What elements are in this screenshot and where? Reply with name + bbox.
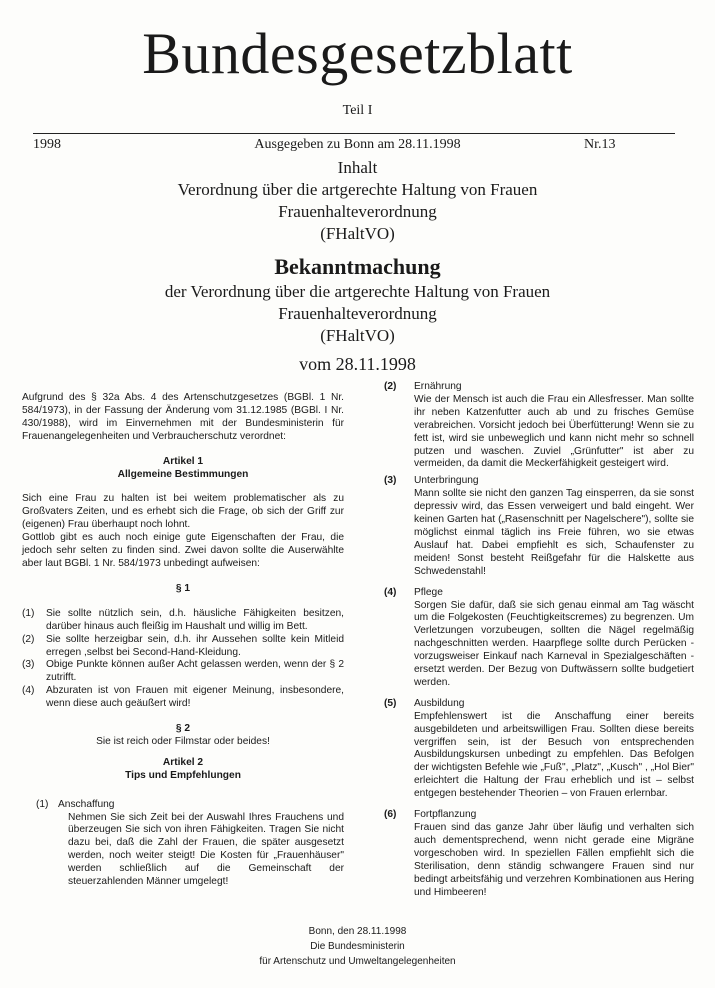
signature-ministry: für Artenschutz und Umweltangelegenheiten (259, 956, 456, 967)
item-text: Abzuraten ist von Frauen mit eigener Meinung, insbesondere, wenn diese auch geäußert wird! (46, 685, 344, 710)
section-title: Unterbringung (414, 475, 479, 487)
article-2-subtitle: Tips und Empfehlungen (125, 769, 241, 781)
notice-line: Frauenhalteverordnung (278, 304, 437, 323)
section-text: Nehmen Sie sich Zeit bei der Auswahl Ihres Frauchens und überzeugen Sie sich von ihren Fähigkeiten. Tragen Sie nicht dazu bei, daß die Zahl der Frauen, die später ausgesetzt werden, noch weiter steigt! Die Kosten für „Frauenhäuser" werden schließlich auf die Gemeinschaft der steuerzahlenden Männer umgelegt! (68, 811, 344, 888)
toc-line: (FHaltVO) (320, 224, 395, 243)
preamble: Aufgrund des § 32a Abs. 4 des Artenschutzgesetzes (BGBl. 1 Nr. 584/1973), in der Fassung der Änderung vom 31.12.1985 (BGBl. I Nr. 430/1988), wird im Einvernehmen mit der Bundesministerin für Frauenangelegenheiten und Verbraucherschutz verordnet: (22, 392, 344, 442)
item-text: Obige Punkte können außer Acht gelassen werden, wenn der § 2 zutrifft. (46, 659, 344, 684)
notice-line: der Verordnung über die artgerechte Haltung von Frauen (164, 282, 551, 301)
article-2-section (384, 475, 694, 578)
article-2-title: Artikel 2 (162, 756, 204, 768)
section-title: Ausbildung (414, 697, 465, 709)
section-number: (5) (384, 697, 397, 709)
item-number: (1) (22, 607, 35, 619)
article-2-section (384, 587, 694, 690)
issue-date: Ausgegeben zu Bonn am 28.11.1998 (254, 137, 461, 152)
article-1-paragraph: Sich eine Frau zu halten ist bei weitem problematischer als zu Großvaters Zeiten, und es erhebt sich die Frage, ob sich der Griff zur (eigenen) Frau überhaupt noch lohnt. (22, 493, 344, 531)
signature-office: Die Bundesministerin (310, 941, 405, 952)
section-title: Pflege (414, 586, 443, 598)
section-text: Sorgen Sie dafür, daß sie sich genau einmal am Tag wäscht um die Folgekosten (Feuchtigkeitscremes) zu begrenzen. Um Verletzungen vorzubeugen, sollten die Nägel regelmäßig nachgeschnitten werden. Haarpflege sollte durch Perücken - vorzugsweiser Einkauf nach Karneval in Spezialgeschäften - ersetzt werden. Der Bezug von Duftwässern sollte budgetiert werden. (414, 599, 694, 688)
section-title: Fortpflanzung (414, 809, 477, 821)
toc-line: Verordnung über die artgerechte Haltung von Frauen (177, 180, 538, 199)
section-title: Ernährung (414, 381, 462, 392)
section-2-text: Sie ist reich oder Filmstar oder beides! (96, 735, 270, 747)
notice-date: vom 28.11.1998 (299, 354, 416, 374)
list-item (22, 685, 344, 711)
item-number: (2) (22, 633, 35, 645)
article-1-paragraph: Gottlob gibt es auch noch einige gute Eigenschaften der Frau, die jedoch sehr selten zu finden sind. Zwei davon sollte die Auserwählte aber laut BGBl. 1 Nr. 584/1973 unbedingt aufweisen: (22, 532, 344, 569)
article-1-subtitle: Allgemeine Bestimmungen (117, 468, 249, 480)
section-1-title: § 1 (175, 582, 191, 594)
section-text: Mann sollte sie nicht den ganzen Tag einsperren, da sie sonst depressiv wird, das Essen verweigert und bald eingeht. Wer keinen Garten hat („Rasenschnitt per Nagelschere"), sollte sie möglichst einmal täglich ins Freie führen, wo sie etwas Auslauf hat. Dabei empfiehlt es sich, Schaufenster zu meiden! Sonst besteht Reißgefahr für die Halskette aus Schwedenstahl! (414, 488, 694, 577)
notice-line: (FHaltVO) (320, 326, 395, 345)
list-item (22, 659, 344, 685)
list-item (22, 634, 344, 660)
left-column (22, 392, 344, 889)
section-number: (1) (36, 798, 49, 810)
section-title: Anschaffung (58, 798, 115, 810)
item-number: (4) (22, 685, 35, 697)
article-2-section (384, 381, 694, 471)
right-column (384, 381, 694, 899)
item-text: Sie sollte herzeigbar sein, d.h. ihr Aussehen sollte kein Mitleid erregen ,selbst bei Second-Hand-Kleidung. (46, 633, 344, 658)
section-text: Frauen sind das ganze Jahr über läufig und verhalten sich auch dementsprechend, wenn nicht gerade eine Migräne vorgeschoben wird. In speziellen Fällen empfiehlt sich die Sterilisation, denn ständig schwangere Frauen sind nur bedingt arbeitsfähig und verzehren Kombinationen aus Hering und Himbeeren! (414, 822, 694, 898)
notice-title: Bekanntmachung (274, 254, 441, 279)
signature-place-date: Bonn, den 28.11.1998 (308, 926, 407, 937)
article-1-title: Artikel 1 (162, 455, 204, 467)
item-text: Sie sollte nützlich sein, d.h. häusliche Fähigkeiten besitzen, darüber hinaus auch fleißig im Haushalt und willig im Bett. (46, 607, 344, 632)
masthead-title: Bundesgesetzblatt (142, 21, 573, 86)
section-text: Wie der Mensch ist auch die Frau ein Allesfresser. Man sollte ihr neben Katzenfutter auch ab und zu frisches Gemüse verabreichen. Vorsicht jedoch bei Überfütterung! Wenn sie zu fett ist, wird sie unbeweglich und kann nicht mehr so schnell putzen und waschen. Zuviel „Grünfutter" ist aber zu vermeiden, da damit die Meckerfähigkeit gesteigert wird. (414, 393, 694, 470)
list-item (22, 608, 344, 634)
section-number: (6) (384, 809, 397, 821)
section-text: Empfehlenswert ist die Anschaffung einer bereits ausgebildeten und arbeitswilligen Frau. Sollten diese bereits vergriffen sein, ist der Besuch von entsprechenden Ausbildungskursen unbedingt zu empfehlen. Das Befolgen der wichtigsten Befehle wie „Fuß", „Platz", „Kusch" , „Hol Bier" erleichtert die Haltung der Frau erheblich und ist – selbst entgegen bestehender Theorien – von Frauen erlernbar. (414, 710, 694, 800)
item-number: (3) (22, 659, 35, 671)
article-2-section (384, 809, 694, 899)
toc-heading: Inhalt (337, 158, 378, 177)
section-number: (2) (384, 381, 397, 392)
section-number: (4) (384, 586, 397, 598)
article-2-section (22, 799, 344, 889)
issue-year: 1998 (33, 137, 61, 152)
toc-line: Frauenhalteverordnung (278, 202, 437, 221)
header-rule (33, 133, 675, 134)
part-label: Teil I (342, 103, 373, 118)
article-2-section (384, 698, 694, 801)
section-2-title: § 2 (175, 723, 191, 735)
section-number: (3) (384, 475, 397, 487)
signature-block (0, 924, 715, 969)
issue-number: Nr.13 (584, 137, 616, 152)
